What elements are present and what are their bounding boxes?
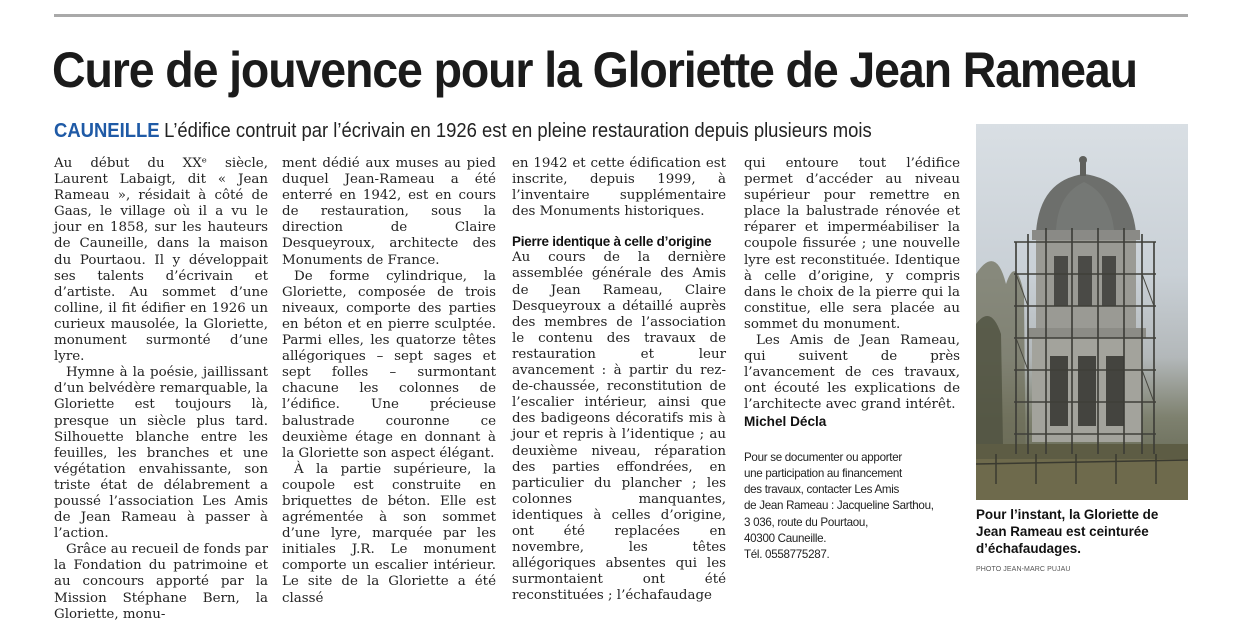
contact-line: Pour se documenter ou apporter bbox=[744, 450, 902, 464]
author-byline: Michel Décla bbox=[744, 413, 827, 429]
contact-info bbox=[744, 450, 960, 564]
kicker-location: CAUNEILLE bbox=[54, 119, 160, 142]
article-column-3 bbox=[512, 156, 726, 604]
top-rule bbox=[54, 14, 1188, 17]
gloriette-scaffolding-illustration bbox=[976, 124, 1188, 500]
paragraph: Au début du XXᵉ siècle, Laurent Labaigt, dit « Jean Rameau », résidait à côté de Gaas, le village où il a vu le jour en 1858, sur les hauteurs de Cauneille, dans la maison du Pourtaou. Il y développait ses talents d’écrivain et d’artiste. Au sommet d’une colline, il fit édifier en 1926 un curieux mausolée, la Gloriette, monument surmonté d’une lyre. bbox=[54, 156, 268, 365]
gloriette-photo bbox=[976, 124, 1188, 500]
paragraph: Hymne à la poésie, jaillissant d’un belvédère remarquable, la Gloriette est toujours là, presque un siècle plus tard. Silhouette blanche entre les feuilles, les branches et une végétation envahissante, son triste état de délabrement a poussé l’association Les Amis de Jean Rameau à passer à l’action. bbox=[54, 365, 268, 542]
paragraph: Les Amis de Jean Rameau, qui suivent de près l’avancement de ces travaux, ont écouté les explications de l’architecte avec grand intérêt. bbox=[744, 333, 960, 413]
contact-line: 40300 Cauneille. bbox=[744, 531, 827, 545]
contact-line: des travaux, contacter Les Amis bbox=[744, 483, 900, 497]
paragraph: ment dédié aux muses au pied duquel Jean-Rameau a été enterré en 1942, est en cours de restauration, sous la direction de Claire Desqueyroux, architecte des Monuments de France. bbox=[282, 156, 496, 268]
contact-line: une participation au financement bbox=[744, 466, 902, 480]
article-column-4 bbox=[744, 156, 960, 582]
paragraph: Au cours de la dernière assemblée générale des Amis de Jean Rameau, Claire Desqueyroux a détaillé auprès des membres de l’association le contenu des travaux de restauration et leur avancement : à partir du rez-de-chaussée, reconstitution de l’escalier intérieur, ainsi que des badigeons décoratifs mis à jour et repris à l’identique ; au deuxième niveau, réparation des parties effondrées, en particulier du plancher ; les colonnes manquantes, identiques à celles d’origine, ont été replacées en novembre, les têtes allégoriques absentes qui les surmontaient ont été reconstituées ; l’échafaudage bbox=[512, 250, 726, 604]
paragraph: en 1942 et cette édification est inscrite, depuis 1999, à l’inventaire supplémentaire des Monuments historiques. bbox=[512, 156, 726, 220]
article-column-2 bbox=[282, 156, 496, 606]
headline: Cure de jouvence pour la Gloriette de Jean Rameau bbox=[52, 42, 1137, 98]
contact-line: de Jean Rameau : Jacqueline Sarthou, bbox=[744, 499, 934, 513]
deck bbox=[54, 118, 872, 144]
photo-credit: PHOTO JEAN-MARC PUJAU bbox=[976, 566, 1071, 573]
standfirst: L’édifice contruit par l’écrivain en 1926 est en pleine restauration depuis plusieurs mois bbox=[164, 119, 872, 142]
paragraph: De forme cylindrique, la Gloriette, composée de trois niveaux, comporte des parties en béton et en pierre sculptée. Parmi elles, les quatorze têtes allégoriques – sept sages et sept folles – surmontant chacune les colonnes de l’édifice. Une précieuse balustrade couronne ce deuxième étage en donnant à la Gloriette son aspect élégant. bbox=[282, 268, 496, 461]
photo-caption: Pour l’instant, la Gloriette de Jean Rameau est ceinturée d’échafaudages. bbox=[976, 507, 1159, 556]
paragraph: Grâce au recueil de fonds par la Fondation du patrimoine et au concours apporté par la Mission Stéphane Bern, la Gloriette, monu- bbox=[54, 542, 268, 622]
article-column-1 bbox=[54, 156, 268, 622]
contact-line: 3 036, route du Pourtaou, bbox=[744, 515, 868, 529]
contact-line: Tél. 0558775287. bbox=[744, 548, 830, 562]
paragraph: À la partie supérieure, la coupole est construite en briquettes de béton. Elle est agrémentée à son sommet d’une lyre, marquée par les initiales J.R. Le monument comporte un escalier intérieur. Le site de la Gloriette a été classé bbox=[282, 461, 496, 606]
paragraph: qui entoure tout l’édifice permet d’accéder au niveau supérieur pour remettre en place la balustrade rénovée et réparer et imperméabiliser la coupole fissurée ; une nouvelle lyre est reconstituée. Identique à celle d’origine, y compris dans le choix de la pierre qui la constitue, elle sera placée au sommet du monument. bbox=[744, 156, 960, 332]
subheading: Pierre identique à celle d’origine bbox=[512, 234, 712, 250]
